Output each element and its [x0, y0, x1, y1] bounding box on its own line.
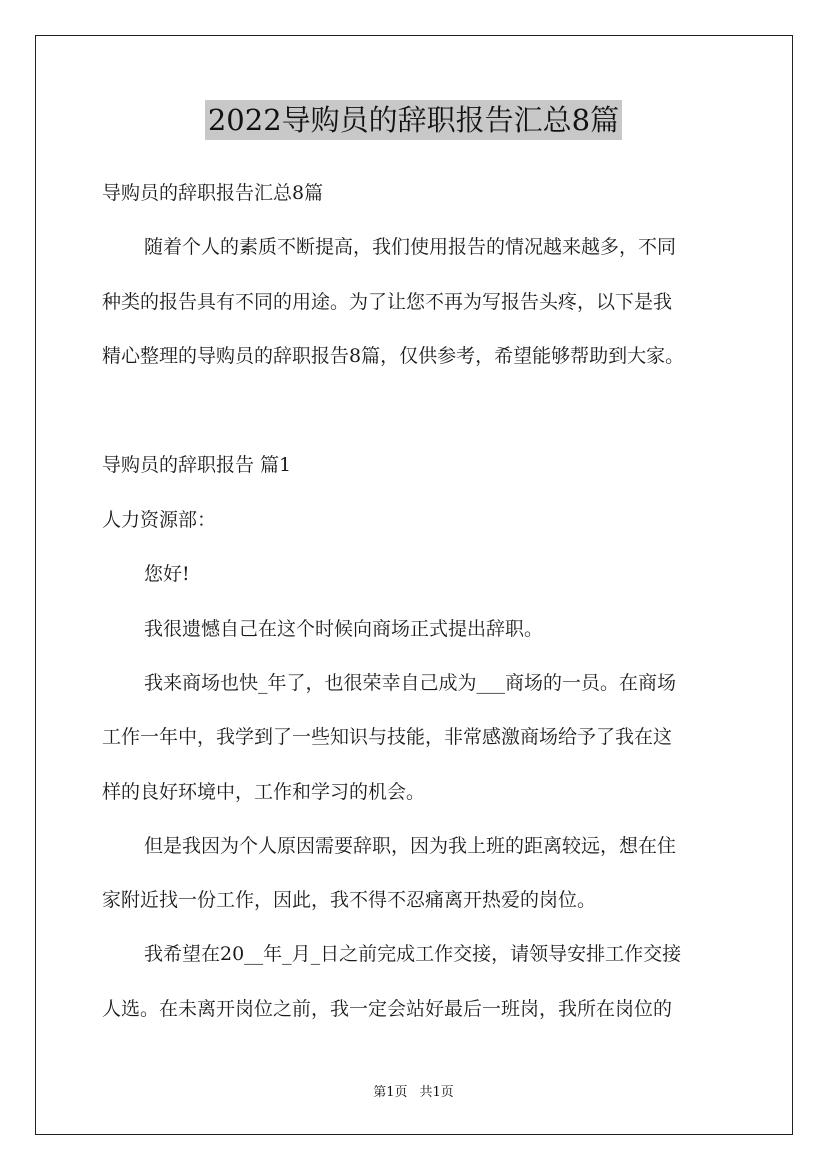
- intro-line: 随着个人的素质不断提高，我们使用报告的情况越来越多，不同: [144, 236, 677, 258]
- page-number: 第1页: [373, 1085, 408, 1100]
- document-title: 2022导购员的辞职报告汇总8篇: [205, 100, 622, 140]
- intro-line: 精心整理的导购员的辞职报告8篇，仅供参考，希望能够帮助到大家。: [102, 345, 685, 367]
- body-line: 我希望在20__年_月_日之前完成工作交接，请领导安排工作交接: [144, 943, 682, 965]
- body-line: 样的良好环境中，工作和学习的机会。: [102, 781, 426, 803]
- page-footer: [0, 1084, 827, 1102]
- body-line: 人选。在未离开岗位之前，我一定会站好最后一班岗，我所在岗位的: [102, 998, 673, 1020]
- page-total: 共1页: [419, 1085, 454, 1100]
- intro-line: 种类的报告具有不同的用途。为了让您不再为写报告头疼，以下是我: [102, 291, 673, 313]
- recipient-line: 人力资源部：: [102, 509, 217, 531]
- body-line: 我来商场也快_年了，也很荣幸自己成为___商场的一员。在商场: [144, 672, 677, 694]
- body-line: 我很遗憾自己在这个时候向商场正式提出辞职。: [144, 618, 544, 640]
- section-heading: 导购员的辞职报告 篇1: [102, 454, 292, 476]
- body-line: 家附近找一份工作，因此，我不得不忍痛离开热爱的岗位。: [102, 889, 597, 911]
- title-container: [0, 100, 827, 140]
- greeting-line: 您好!: [144, 563, 190, 585]
- body-line: 但是我因为个人原因需要辞职，因为我上班的距离较远，想在住: [144, 835, 677, 857]
- document-subtitle: 导购员的辞职报告汇总8篇: [102, 182, 324, 204]
- body-line: 工作一年中，我学到了一些知识与技能，非常感激商场给予了我在这: [102, 726, 673, 748]
